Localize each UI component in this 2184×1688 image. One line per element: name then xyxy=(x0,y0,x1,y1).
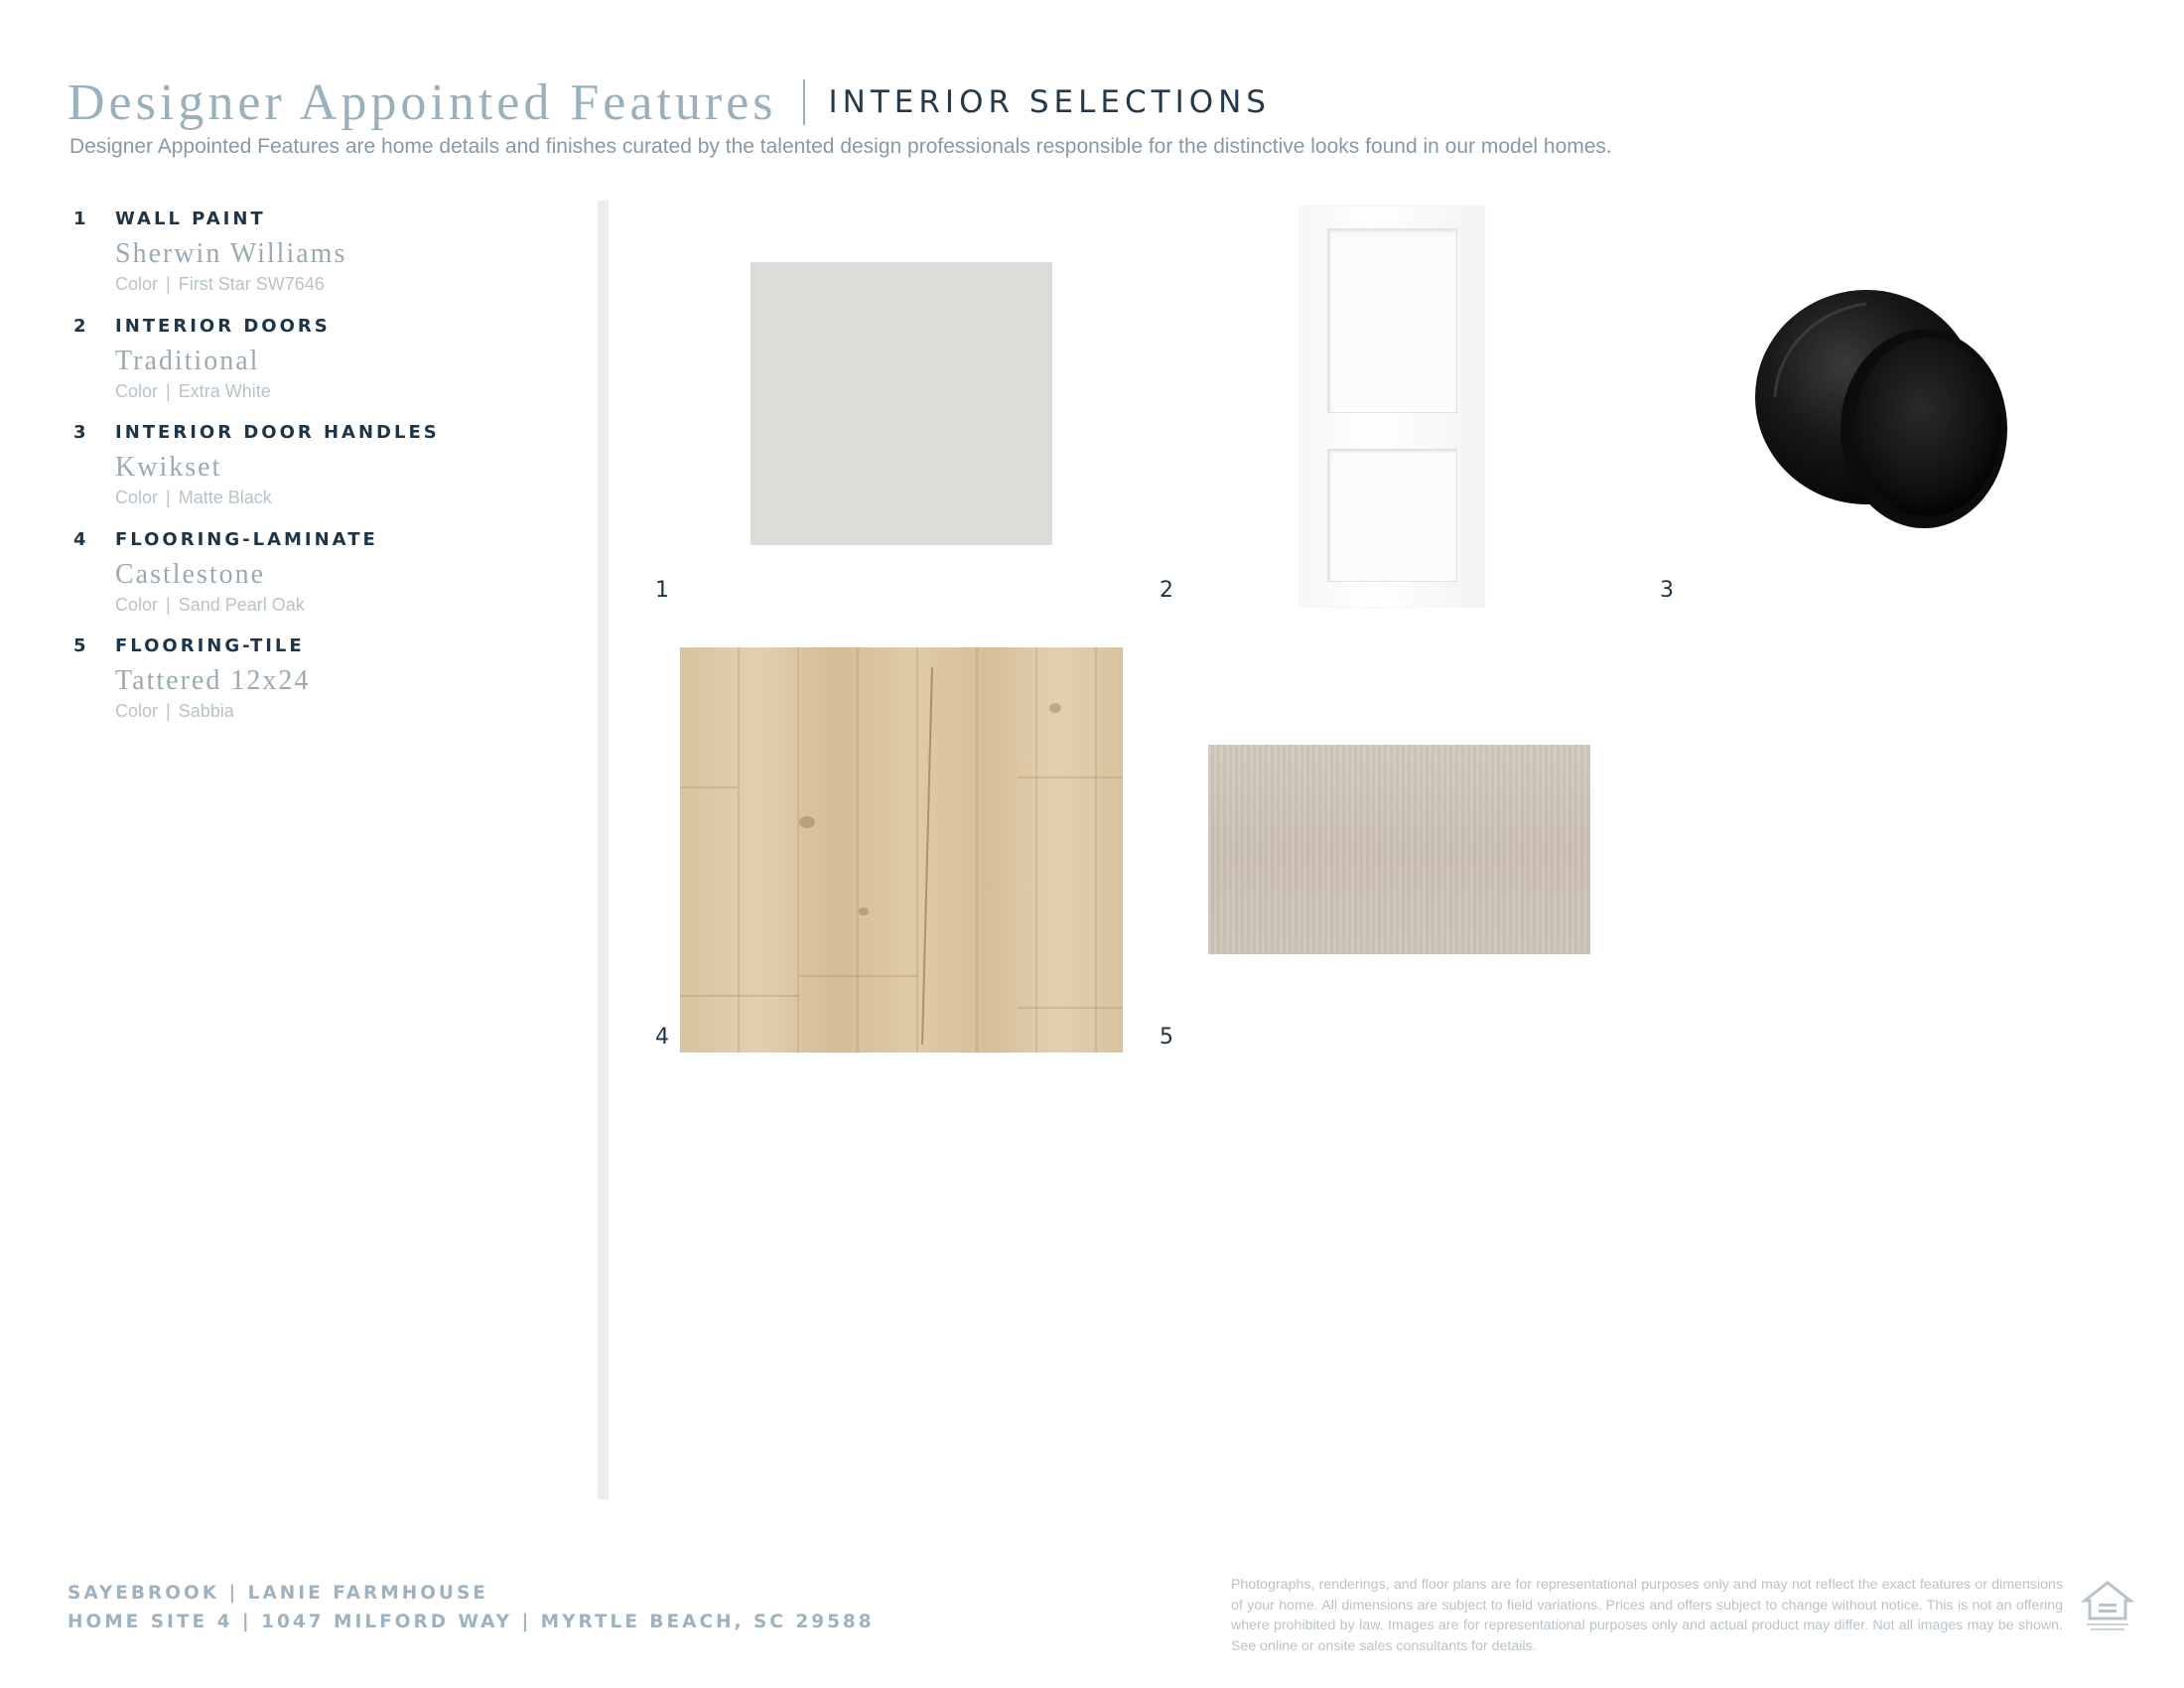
selection-name: Kwikset xyxy=(115,452,222,483)
page-title xyxy=(68,71,1271,133)
selection-category: INTERIOR DOORS xyxy=(115,315,331,337)
selection-number: 2 xyxy=(73,315,86,337)
selection-item xyxy=(69,420,586,527)
swatch-label-3: 3 xyxy=(1660,578,1674,603)
selection-category: FLOORING-LAMINATE xyxy=(115,528,378,550)
equal-housing-opportunity-icon xyxy=(2081,1579,2134,1634)
footer-address: HOME SITE 4 | 1047 MILFORD WAY | MYRTLE BEACH, SC 29588 xyxy=(68,1612,875,1632)
wall-paint-swatch xyxy=(751,262,1052,545)
selection-color: Color | Matte Black xyxy=(115,488,272,507)
selection-color: Color | First Star SW7646 xyxy=(115,274,325,294)
vertical-divider xyxy=(598,201,609,1499)
selection-item xyxy=(69,207,586,314)
selection-color: Color | Extra White xyxy=(115,380,271,401)
selections-list xyxy=(69,207,586,741)
selection-item xyxy=(69,527,586,634)
title-main: Designer Appointed Features xyxy=(68,73,777,131)
color-label: Color xyxy=(115,701,159,721)
selection-item xyxy=(69,633,586,741)
plank-seam xyxy=(680,995,799,997)
wood-knot xyxy=(859,908,869,915)
intro-text: Designer Appointed Features are home details and finishes curated by the talented design professionals responsible for the distinctive looks found in our model homes. xyxy=(69,135,1612,158)
selection-category: WALL PAINT xyxy=(115,209,266,229)
color-value: Sand Pearl Oak xyxy=(178,594,305,615)
wood-knot xyxy=(1049,703,1061,713)
wood-crack xyxy=(921,667,933,1045)
color-label: Color xyxy=(115,488,159,507)
selection-item xyxy=(69,314,586,421)
door-knob-icon xyxy=(1747,280,2015,538)
selection-number: 5 xyxy=(73,635,86,656)
title-subtitle: INTERIOR SELECTIONS xyxy=(828,84,1271,120)
plank-seam xyxy=(1018,776,1123,778)
selection-category: INTERIOR DOOR HANDLES xyxy=(115,422,440,443)
laminate-flooring-swatch xyxy=(680,647,1123,1053)
color-label: Color xyxy=(115,594,159,615)
color-label: Color xyxy=(115,274,159,294)
color-label: Color xyxy=(115,380,159,401)
color-value: Sabbia xyxy=(178,701,234,721)
selection-name: Tattered 12x24 xyxy=(115,665,311,696)
title-divider xyxy=(803,79,805,125)
legal-disclaimer: Photographs, renderings, and floor plans are for representational purposes only and may not reflect the exact features or dimensions of your home. All dimensions are subject to field variations. Prices and offers subject to change without notice. This is not an offering where prohibited by law. Images are for representational purposes only and actual product may differ. Not all images may be shown. See online or onsite sales consultants for details. xyxy=(1231,1577,2063,1654)
swatch-label-4: 4 xyxy=(655,1025,669,1050)
selection-name: Traditional xyxy=(115,345,260,376)
selection-color: Color | Sand Pearl Oak xyxy=(115,594,305,615)
selection-number: 3 xyxy=(73,422,86,443)
selection-name: Castlestone xyxy=(115,558,266,590)
footer-community: SAYEBROOK | LANIE FARMHOUSE xyxy=(68,1583,488,1604)
plank-seam xyxy=(680,786,738,788)
swatch-label-5: 5 xyxy=(1160,1025,1173,1050)
swatch-label-1: 1 xyxy=(655,578,669,603)
door-lower-panel xyxy=(1327,449,1457,582)
selection-color: Color | Sabbia xyxy=(115,701,234,721)
plank-seam xyxy=(799,975,918,977)
swatch-label-2: 2 xyxy=(1160,578,1173,603)
plank-seam xyxy=(1018,1007,1123,1009)
door-knob-image xyxy=(1747,280,2015,538)
door-upper-panel xyxy=(1327,228,1457,413)
wood-knot xyxy=(799,816,815,828)
interior-door-image xyxy=(1299,207,1484,607)
selection-number: 4 xyxy=(73,528,86,550)
tile-flooring-swatch xyxy=(1208,745,1590,954)
color-value: Extra White xyxy=(178,380,271,401)
selection-category: FLOORING-TILE xyxy=(115,635,305,656)
color-value: First Star SW7646 xyxy=(178,274,325,294)
selection-number: 1 xyxy=(73,209,86,229)
color-value: Matte Black xyxy=(178,488,272,507)
selection-name: Sherwin Williams xyxy=(115,238,347,269)
